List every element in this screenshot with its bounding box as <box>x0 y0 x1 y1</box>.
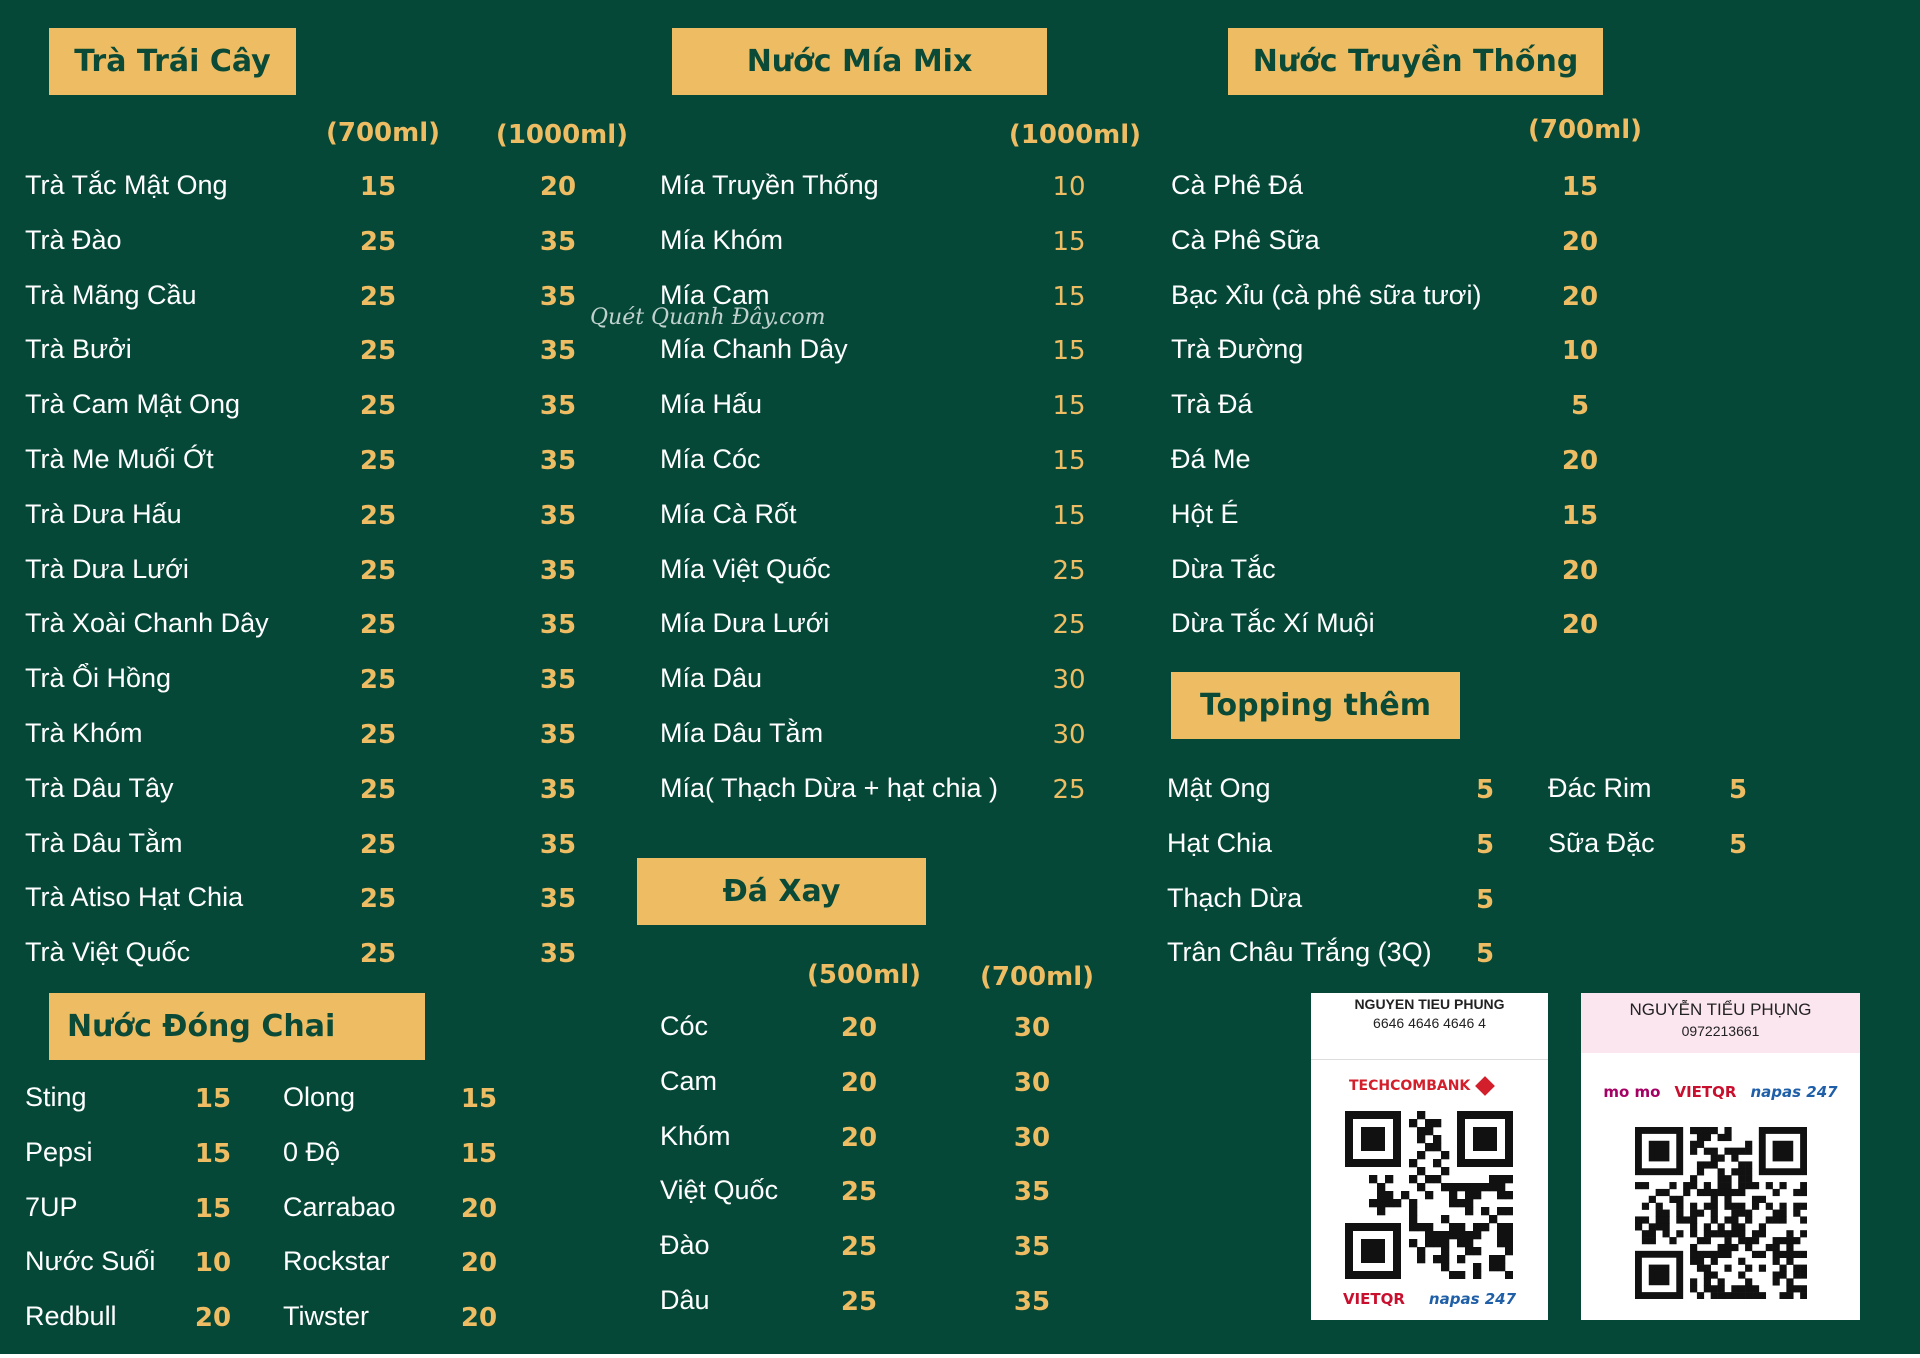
menu-item-price: 15 <box>1052 226 1086 257</box>
menu-item-name: Trà Bưởi <box>25 334 132 365</box>
menu-item-name: Cóc <box>660 1011 709 1041</box>
menu-item-name: Trà Dâu Tây <box>25 772 174 803</box>
menu-item-name: Rockstar <box>283 1246 390 1277</box>
menu-item-name: Mía Dâu <box>660 663 763 694</box>
menu-item-name: Đào <box>660 1230 710 1261</box>
menu-item-price-large: 35 <box>539 555 577 586</box>
menu-item-price: 30 <box>1052 720 1086 750</box>
menu-item-price-large: 35 <box>539 939 577 970</box>
techcombank-logo <box>1349 1078 1492 1094</box>
menu-item-name: Hột É <box>1171 498 1239 529</box>
momo-qr-code <box>1635 1127 1807 1299</box>
menu-item-name: Trà Atiso Hạt Chia <box>25 882 244 913</box>
menu-item-price-large: 30 <box>1013 1067 1051 1098</box>
menu-item-name: Trà Đá <box>1171 389 1253 420</box>
menu-item-price: 20 <box>460 1248 498 1279</box>
card-divider <box>1311 1059 1548 1060</box>
menu-item-name: Cà Phê Sữa <box>1171 224 1320 255</box>
menu-item-name: Mía Dâu Tằm <box>660 718 824 748</box>
menu-item-name: Trà Me Muối Ớt <box>25 444 214 474</box>
menu-item-name: Dừa Tắc <box>1171 553 1276 584</box>
menu-item-price: 25 <box>1052 555 1086 586</box>
menu-item-name: Bạc Xỉu (cà phê sữa tươi) <box>1171 279 1482 310</box>
bank-account-number: 6646 4646 4646 4 <box>1373 1015 1486 1031</box>
menu-item-price-large: 35 <box>539 665 577 696</box>
menu-item-price: 5 <box>1728 775 1748 805</box>
menu-item-price: 10 <box>1052 172 1086 202</box>
menu-item-price: 20 <box>1561 226 1599 257</box>
bank-qr-code <box>1345 1111 1513 1279</box>
menu-item-price: 5 <box>1475 939 1495 970</box>
menu-item-name: Trà Dưa Lưới <box>25 553 189 584</box>
napas-logo-momo: napas 247 <box>1750 1083 1838 1101</box>
napas-logo: napas 247 <box>1428 1290 1517 1308</box>
menu-item-name: Trân Châu Trắng (3Q) <box>1167 937 1432 968</box>
header-nuoc-mia-mix: Nước Mía Mix <box>672 28 1047 95</box>
menu-item-price: 20 <box>840 1122 878 1153</box>
menu-item-price-large: 35 <box>539 226 577 257</box>
menu-item-price: 5 <box>1728 829 1748 860</box>
menu-item-name: Dâu <box>660 1285 710 1315</box>
menu-item-name: Đá Me <box>1171 444 1251 474</box>
momo-account-name: NGUYỄN TIỂU PHỤNG <box>1629 1000 1812 1019</box>
menu-item-price-large: 35 <box>539 610 577 641</box>
menu-item-name: Mía( Thạch Dừa + hạt chia ) <box>660 772 998 803</box>
menu-item-name: Khóm <box>660 1120 731 1151</box>
menu-item-price-large: 35 <box>539 720 577 750</box>
vietqr-logo: VIETQR <box>1342 1290 1405 1308</box>
header-nuoc-dong-chai: Nước Đóng Chai <box>49 993 425 1060</box>
menu-item-name: Mía Khóm <box>660 224 784 255</box>
menu-item-name: Việt Quốc <box>660 1175 779 1206</box>
menu-item-price-large: 35 <box>539 884 577 915</box>
menu-item-price: 20 <box>1561 281 1599 312</box>
menu-item-name: Nước Suối <box>25 1246 156 1277</box>
menu-item-price: 25 <box>359 829 397 860</box>
menu-item-price-large: 35 <box>539 336 577 367</box>
menu-item-price: 20 <box>840 1067 878 1098</box>
menu-item-name: Mía Việt Quốc <box>660 553 831 584</box>
menu-item-price-large: 35 <box>1013 1177 1051 1208</box>
menu-item-price: 5 <box>1475 884 1495 915</box>
header-tra-trai-cay: Trà Trái Cây <box>49 28 296 95</box>
menu-item-price: 25 <box>359 500 397 531</box>
size-label-700ml-truyen-thong: (700ml) <box>1527 115 1643 145</box>
vietqr-logo-momo: VIETQR <box>1674 1083 1737 1101</box>
menu-item-price: 15 <box>359 172 397 202</box>
menu-item-name: Olong <box>283 1082 356 1112</box>
menu-item-price: 15 <box>1561 500 1599 531</box>
menu-item-price: 25 <box>359 555 397 586</box>
menu-item-price: 15 <box>1561 172 1599 202</box>
menu-item-price-large: 35 <box>539 774 577 805</box>
menu-item-name: Trà Ổi Hồng <box>25 663 172 694</box>
momo-logo: mo mo <box>1603 1083 1661 1101</box>
menu-item-name: Cam <box>660 1065 718 1096</box>
menu-item-price: 20 <box>1561 446 1599 476</box>
menu-item-name: Mía Chanh Dây <box>660 334 848 365</box>
menu-item-price: 25 <box>840 1177 878 1208</box>
menu-item-name: Cà Phê Đá <box>1171 170 1304 200</box>
size-label-1000ml: (1000ml) <box>495 120 629 150</box>
momo-logos <box>1581 1083 1860 1101</box>
menu-item-name: Sting <box>25 1082 87 1112</box>
menu-item-name: Mía Cà Rốt <box>660 498 797 529</box>
menu-item-price: 20 <box>1561 555 1599 586</box>
menu-item-price: 25 <box>840 1287 878 1317</box>
menu-item-price: 25 <box>359 336 397 367</box>
menu-item-name: Mía Truyền Thống <box>660 170 879 200</box>
menu-item-price-large: 30 <box>1013 1122 1051 1153</box>
menu-item-price-large: 35 <box>1013 1287 1051 1317</box>
menu-item-price: 15 <box>194 1138 232 1169</box>
menu-item-name: Trà Xoài Chanh Dây <box>25 608 269 639</box>
menu-item-price: 25 <box>359 665 397 696</box>
menu-item-price-large: 35 <box>539 281 577 312</box>
menu-item-price: 25 <box>1052 610 1086 641</box>
menu-item-price: 5 <box>1570 391 1590 422</box>
menu-item-price: 20 <box>840 1013 878 1043</box>
menu-item-name: Trà Dưa Hấu <box>25 498 182 529</box>
menu-item-name: Mía Hấu <box>660 389 763 420</box>
size-label-500ml: (500ml) <box>806 960 922 990</box>
menu-item-name: Trà Việt Quốc <box>25 937 191 968</box>
menu-item-name: Hạt Chia <box>1167 827 1273 858</box>
menu-item-price: 10 <box>1561 336 1599 367</box>
size-label-700ml-da-xay: (700ml) <box>979 962 1095 992</box>
menu-item-name: Mía Cam <box>660 279 770 310</box>
menu-item-price-large: 35 <box>539 446 577 476</box>
menu-item-name: Mía Cóc <box>660 444 761 474</box>
bank-card-footer <box>1311 1290 1548 1308</box>
menu-item-price: 25 <box>359 939 397 970</box>
menu-item-name: Sữa Đặc <box>1548 827 1655 858</box>
menu-item-price: 10 <box>194 1248 232 1279</box>
header-da-xay: Đá Xay <box>637 858 926 925</box>
watermark-logo: Quét Quanh Đây.com <box>590 305 826 330</box>
menu-item-price-large: 35 <box>539 391 577 422</box>
menu-item-price: 25 <box>359 391 397 422</box>
menu-item-price: 25 <box>1052 774 1086 805</box>
header-nuoc-truyen-thong: Nước Truyền Thống <box>1228 28 1603 95</box>
techcombank-diamond-icon <box>1475 1076 1495 1096</box>
menu-item-name: Pepsi <box>25 1136 93 1167</box>
menu-item-price: 15 <box>460 1084 498 1114</box>
menu-item-price: 15 <box>1052 391 1086 422</box>
menu-item-price: 15 <box>194 1084 232 1114</box>
menu-item-price: 25 <box>359 446 397 476</box>
menu-item-name: Trà Đào <box>25 224 122 255</box>
menu-item-name: Mía Dưa Lưới <box>660 608 830 639</box>
menu-item-name: Đác Rim <box>1548 773 1652 803</box>
menu-item-name: 0 Độ <box>283 1136 341 1167</box>
bank-account-name: NGUYEN TIEU PHUNG <box>1354 996 1505 1012</box>
momo-qr-card <box>1581 993 1860 1320</box>
menu-item-price-large: 30 <box>1013 1013 1051 1043</box>
menu-item-name: Dừa Tắc Xí Muội <box>1171 608 1375 639</box>
menu-item-name: Mật Ong <box>1167 773 1271 803</box>
menu-item-price: 5 <box>1475 829 1495 860</box>
menu-item-price: 25 <box>359 610 397 641</box>
menu-item-name: Trà Mãng Cầu <box>25 279 197 310</box>
menu-item-price: 15 <box>194 1193 232 1224</box>
menu-item-price: 25 <box>359 281 397 312</box>
momo-phone: 0972213661 <box>1681 1023 1760 1039</box>
page-bottom-border <box>0 1354 1920 1358</box>
menu-item-price: 15 <box>1052 281 1086 312</box>
size-label-700ml: (700ml) <box>325 118 441 148</box>
menu-item-price: 5 <box>1475 775 1495 805</box>
menu-item-price: 25 <box>359 774 397 805</box>
menu-item-name: Tiwster <box>283 1301 369 1332</box>
menu-item-price: 15 <box>1052 500 1086 531</box>
menu-item-name: Thạch Dừa <box>1167 882 1303 913</box>
menu-item-price: 25 <box>359 884 397 915</box>
header-topping: Topping thêm <box>1171 672 1460 739</box>
menu-item-price: 25 <box>840 1232 878 1263</box>
techcombank-wordmark: TECHCOMBANK <box>1349 1078 1471 1094</box>
menu-item-name: Redbull <box>25 1301 117 1332</box>
menu-item-price: 20 <box>194 1303 232 1334</box>
size-label-1000ml-mia: (1000ml) <box>1008 120 1142 150</box>
menu-item-name: Trà Đường <box>1171 334 1304 365</box>
bank-qr-card <box>1311 993 1548 1320</box>
menu-item-name: Carrabao <box>283 1191 396 1222</box>
menu-item-name: Trà Dâu Tằm <box>25 827 183 858</box>
menu-item-name: Trà Khóm <box>25 718 143 748</box>
menu-item-price: 30 <box>1052 665 1086 696</box>
menu-item-name: Trà Tắc Mật Ong <box>25 170 228 200</box>
menu-item-price: 15 <box>460 1138 498 1169</box>
menu-item-price-large: 35 <box>539 829 577 860</box>
menu-item-price-large: 35 <box>1013 1232 1051 1263</box>
menu-item-price: 15 <box>1052 336 1086 367</box>
menu-item-name: Trà Cam Mật Ong <box>25 389 241 420</box>
menu-item-price: 20 <box>460 1193 498 1224</box>
menu-item-price-large: 35 <box>539 500 577 531</box>
menu-item-price-large: 20 <box>539 172 577 202</box>
menu-item-price: 20 <box>1561 610 1599 641</box>
menu-item-price: 25 <box>359 226 397 257</box>
menu-item-name: 7UP <box>25 1191 78 1222</box>
menu-item-price: 15 <box>1052 446 1086 476</box>
menu-item-price: 20 <box>460 1303 498 1334</box>
menu-item-price: 25 <box>359 720 397 750</box>
